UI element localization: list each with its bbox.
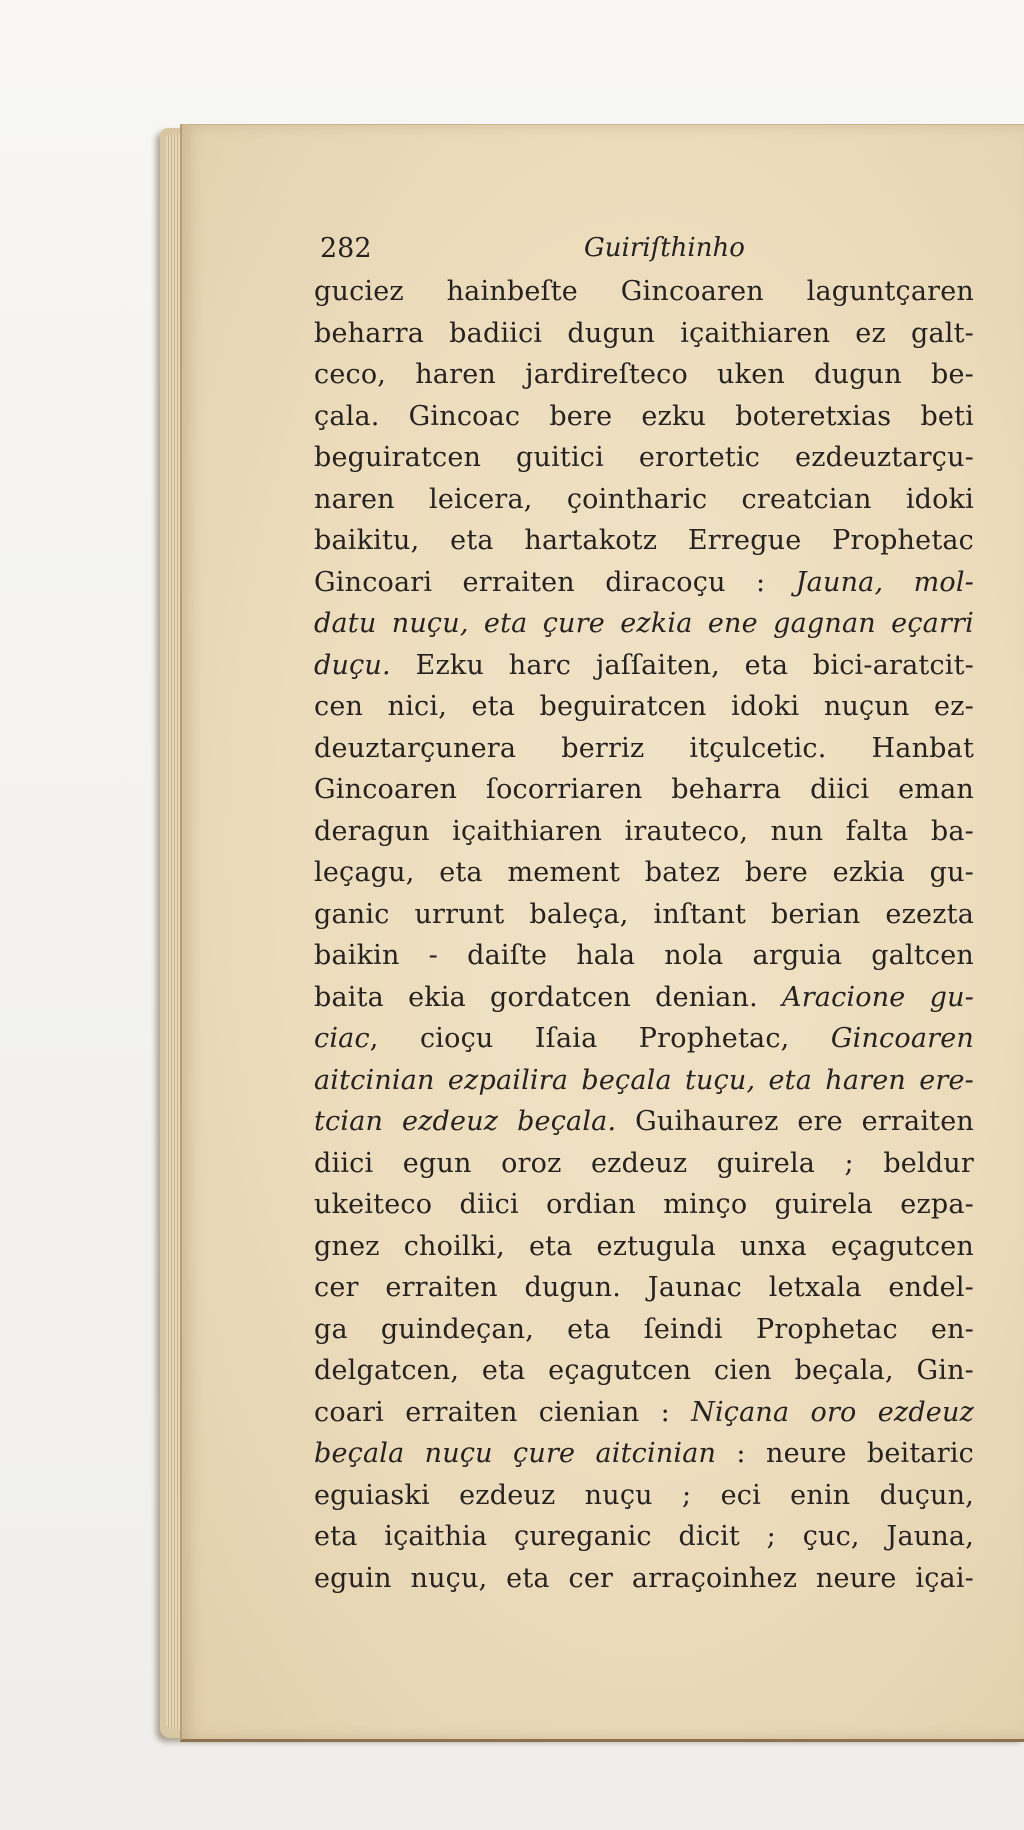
text-segment: diici egun oroz ezdeuz guirela ; beldur xyxy=(314,1147,974,1179)
book-page xyxy=(180,124,1024,1742)
text-segment: deuztarçunera berriz itçulcetic. Hanbat xyxy=(314,732,974,764)
text-segment: ciac xyxy=(314,1023,370,1054)
text-line xyxy=(314,396,974,438)
text-line xyxy=(314,479,974,521)
text-line xyxy=(314,769,974,811)
text-line xyxy=(314,1516,974,1558)
body-text xyxy=(314,271,974,1599)
text-segment: Niçana oro ezdeuz xyxy=(691,1396,974,1428)
text-segment: datu nuçu, eta çure ezkia ene gagnan eçarri xyxy=(314,608,974,639)
text-line xyxy=(314,1143,974,1185)
text-line xyxy=(314,1392,974,1434)
text-line xyxy=(314,603,974,645)
text-segment: ganic urrunt baleça, inſtant berian ezezta xyxy=(314,898,974,930)
text-segment: beharra badiici dugun içaithiaren ez galt- xyxy=(314,317,974,349)
text-segment: delgatcen, eta eçagutcen cien beçala, Gin- xyxy=(314,1355,974,1386)
text-line xyxy=(314,852,974,894)
text-line xyxy=(314,1226,974,1268)
text-segment: baikitu, eta hartakotz Erregue Prophetac xyxy=(314,525,974,556)
text-line xyxy=(314,520,974,562)
text-segment: , cioçu Iſaia Prophetac, xyxy=(369,1023,831,1054)
text-segment: Gincoaren ſocorriaren beharra diici eman xyxy=(314,774,974,805)
text-segment: aitcinian ezpailira beçala tuçu, eta haren ere- xyxy=(314,1064,974,1096)
text-segment: Gincoari erraiten diracoçu : xyxy=(314,566,796,598)
text-line xyxy=(314,1309,974,1351)
text-line xyxy=(314,1475,974,1517)
text-segment: ceco, haren jardireſteco uken dugun be- xyxy=(314,359,974,390)
text-segment: cer erraiten dugun. Jaunac letxala endel- xyxy=(314,1272,974,1303)
text-segment: leçagu, eta mement batez bere ezkia gu- xyxy=(314,857,974,888)
text-block xyxy=(314,233,974,1599)
text-segment: cen nici, eta beguiratcen idoki nuçun ez- xyxy=(314,691,974,722)
text-segment: Ezku harc jaſſaiten, eta bici-aratcit- xyxy=(390,649,974,681)
text-segment: eguin nuçu, eta cer arraçoinhez neure içai- xyxy=(314,1562,974,1594)
text-line xyxy=(314,686,974,728)
text-line xyxy=(314,562,974,604)
text-line xyxy=(314,977,974,1019)
text-segment: beçala nuçu çure aitcinian xyxy=(314,1438,717,1469)
text-line xyxy=(314,811,974,853)
text-segment: : neure beitaric xyxy=(716,1438,974,1469)
text-segment: Aracione gu- xyxy=(782,981,974,1013)
text-segment: beguiratcen guitici erortetic ezdeuztarçu- xyxy=(314,442,974,473)
text-line xyxy=(314,1060,974,1102)
text-segment: gnez choilki, eta eztugula unxa eçagutcen xyxy=(314,1230,974,1262)
text-segment: Gincoaren xyxy=(830,1023,974,1054)
text-line xyxy=(314,1267,974,1309)
text-line xyxy=(314,271,974,313)
text-segment: tcian ezdeuz beçala. xyxy=(314,1106,617,1137)
text-segment: coari erraiten cienian : xyxy=(314,1396,692,1428)
running-head xyxy=(314,233,974,267)
text-line xyxy=(314,645,974,687)
text-segment: deragun içaithiaren irauteco, nun falta ba- xyxy=(314,815,974,847)
text-line xyxy=(314,1101,974,1143)
text-line xyxy=(314,1433,974,1475)
text-segment: eta içaithia çureganic dicit ; çuc, Jauna, xyxy=(314,1521,974,1552)
text-segment: eguiaski ezdeuz nuçu ; eci enin duçun, xyxy=(314,1479,974,1511)
text-line xyxy=(314,1350,974,1392)
text-segment: Guihaurez ere erraiten xyxy=(616,1106,974,1137)
text-line xyxy=(314,354,974,396)
text-line xyxy=(314,313,974,355)
text-line xyxy=(314,894,974,936)
text-line xyxy=(314,935,974,977)
text-line xyxy=(314,1018,974,1060)
text-segment: çala. Gincoac bere ezku boteretxias beti xyxy=(314,400,974,432)
text-segment: ukeiteco diici ordian minço guirela ezpa- xyxy=(314,1189,974,1220)
text-line xyxy=(314,1558,974,1600)
running-title: Guiriſthinho xyxy=(584,233,745,263)
text-segment: baita ekia gordatcen denian. xyxy=(314,981,782,1013)
text-segment: Jauna, mol- xyxy=(795,566,974,598)
text-segment: baikin - daiſte hala nola arguia galtcen xyxy=(314,940,974,971)
text-segment: naren leicera, çointharic creatcian idoki xyxy=(314,483,974,515)
page-number: 282 xyxy=(320,233,372,264)
text-line xyxy=(314,1184,974,1226)
text-line xyxy=(314,437,974,479)
text-segment: duçu. xyxy=(314,649,391,681)
text-segment: ga guindeçan, eta ſeindi Prophetac en- xyxy=(314,1313,974,1345)
text-segment: guciez hainbeſte Gincoaren laguntçaren xyxy=(314,276,974,307)
text-line xyxy=(314,728,974,770)
